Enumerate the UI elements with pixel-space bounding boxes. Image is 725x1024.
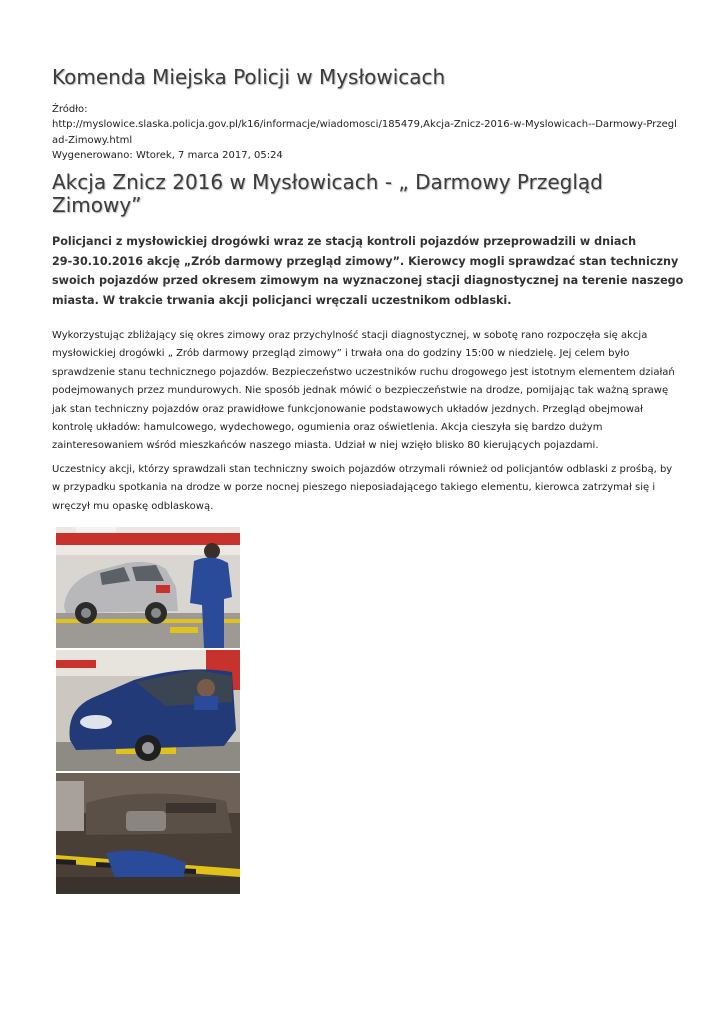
paragraph-line: podejmowanych przez mundurowych. Nie sposób jednak mówić o bezpieczeństwie na drodze, pomijając tak ważną sprawę (52, 385, 669, 397)
photo-undercarriage-inspection (56, 773, 240, 894)
photo-silver-car-inspection (56, 527, 240, 648)
paragraph-line: jak stan techniczny pojazdów oraz prawidłowe funkcjonowanie podstawowych układów jezdnych. Przegląd obejmował (52, 403, 643, 415)
paragraph-line: w przypadku spotkania na drodze w porze nocnej pieszego nieposiadającego takiego elementu, kierowca zatrzymał się i (52, 482, 656, 494)
lead-line: Policjanci z mysłowickiej drogówki wraz ze stacją kontroli pojazdów przeprowadzili w dniach (52, 235, 637, 248)
paragraph-line: mysłowickiej drogówki „ Zrób darmowy przegląd zimowy” i trwała ona do godziny 15:00 w niedzielę. Jej celem było (52, 348, 630, 360)
article-title: Akcja Znicz 2016 w Mysłowicach - „ Darmowy Przegląd Zimowy” (52, 170, 603, 217)
site-title: Komenda Miejska Policji w Mysłowicach (52, 65, 446, 89)
photo-undercarriage-image (56, 773, 240, 894)
lead-line: miasta. W trakcie trwania akcji policjanci wręczali uczestnikom odblaski. (52, 293, 512, 307)
source-info (52, 102, 677, 164)
lead-line: 29-30.10.2016 akcję „Zrób darmowy przegląd zimowy”. Kierowcy mogli sprawdzać stan techniczny (52, 254, 679, 268)
paragraph-line: zainteresowaniem wśród mieszkańców naszego miasta. Udział w niej wzięło blisko 80 kierujących pojazdami. (52, 440, 599, 452)
paragraph-line: sprawdzenie stanu technicznego pojazdów. Bezpieczeństwo uczestników ruchu drogowego jest istotnym elementem działań (52, 366, 675, 378)
source-url-line-2[interactable]: ad-Zimowy.html (52, 134, 133, 146)
photo-silver-car-image (56, 527, 240, 648)
paragraph-line: wręczył mu opaskę odblaskową. (52, 500, 214, 512)
source-url-line-1[interactable]: http://myslowice.slaska.policja.gov.pl/k16/informacje/wiadomosci/185479,Akcja-Znicz-2016-w-Myslowicach--Darmowy-Przegl (52, 119, 677, 131)
generated-date: Wygenerowano: Wtorek, 7 marca 2017, 05:24 (52, 150, 283, 162)
photo-blue-car-image (56, 650, 240, 771)
photo-blue-car-inspection (56, 650, 240, 771)
paragraph-line: Uczestnicy akcji, którzy sprawdzali stan techniczny swoich pojazdów otrzymali również od policjantów odblaski z prośbą, by (52, 464, 673, 475)
paragraph-line: Wykorzystując zbliżający się okres zimowy oraz przychylność stacji diagnostycznej, w sobotę rano rozpoczęła się akcja (52, 330, 648, 341)
paragraph-line: kontrolę układów: hamulcowego, wydechowego, ogumienia oraz oświetlenia. Akcja cieszyła się bardzo dużym (52, 422, 603, 434)
lead-line: swoich pojazdów przed okresem zimowym na wyznaczonej stacji diagnostycznej na terenie naszego (52, 274, 684, 288)
article-lead (52, 232, 684, 310)
source-label: Źródło: (52, 104, 88, 115)
article-paragraph-2 (52, 461, 677, 516)
article-paragraph-1 (52, 327, 677, 456)
